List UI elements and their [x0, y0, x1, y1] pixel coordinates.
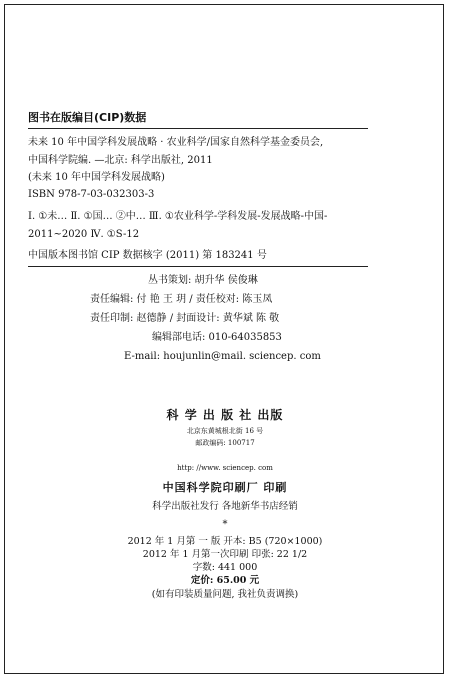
publisher-postcode: 邮政编码: 100717	[195, 439, 255, 447]
editors-proofreader: 责任编辑: 付 艳 王 玥 / 责任校对: 陈玉凤	[90, 294, 273, 305]
editorial-phone: 编辑部电话: 010-64035853	[152, 332, 282, 343]
cip-line-5: Ⅰ. ①未… Ⅱ. ①国… ②中… Ⅲ. ①农业科学-学科发展-发展战略-中国-	[28, 211, 328, 222]
series-planning: 丛书策划: 胡升华 侯俊琳	[148, 275, 258, 286]
cip-line-6: 2011~2020 Ⅳ. ①S-12	[28, 229, 140, 240]
cip-bottom-rule	[28, 266, 368, 267]
cip-record-number: 中国版本图书馆 CIP 数据核字 (2011) 第 183241 号	[28, 250, 267, 261]
editorial-email: E-mail: houjunlin@mail. sciencep. com	[124, 351, 321, 362]
publisher-name: 科 学 出 版 社 出版	[166, 408, 284, 422]
print-cover-design: 责任印制: 赵德静 / 封面设计: 黄华斌 陈 敬	[90, 313, 280, 324]
edition-line: 2012 年 1 月第 一 版 开本: B5 (720×1000)	[127, 536, 323, 547]
word-count: 字数: 441 000	[192, 562, 258, 573]
printing-line: 2012 年 1 月第一次印刷 印张: 22 1/2	[142, 549, 308, 560]
distribution-line: 科学出版社发行 各地新华书店经销	[152, 501, 298, 512]
printer-name: 中国科学院印刷厂 印刷	[162, 481, 288, 494]
cip-line-3: (未来 10 年中国学科发展战略)	[28, 172, 165, 183]
publisher-website: http: //www. sciencep. com	[177, 464, 273, 472]
cip-line-4: ISBN 978-7-03-032303-3	[28, 189, 155, 200]
quality-notice: (如有印装质量问题, 我社负责调换)	[151, 589, 299, 600]
publisher-address: 北京东黄城根北街 16 号	[186, 427, 264, 435]
cip-line-2: 中国科学院编. —北京: 科学出版社, 2011	[28, 155, 213, 166]
cip-line-1: 未来 10 年中国学科发展战略 · 农业科学/国家自然科学基金委员会,	[28, 137, 324, 148]
separator-asterisk: *	[222, 519, 228, 530]
cip-heading: 图书在版编目(CIP)数据	[28, 111, 147, 124]
cip-top-rule	[28, 128, 368, 129]
price: 定价: 65.00 元	[190, 575, 260, 586]
